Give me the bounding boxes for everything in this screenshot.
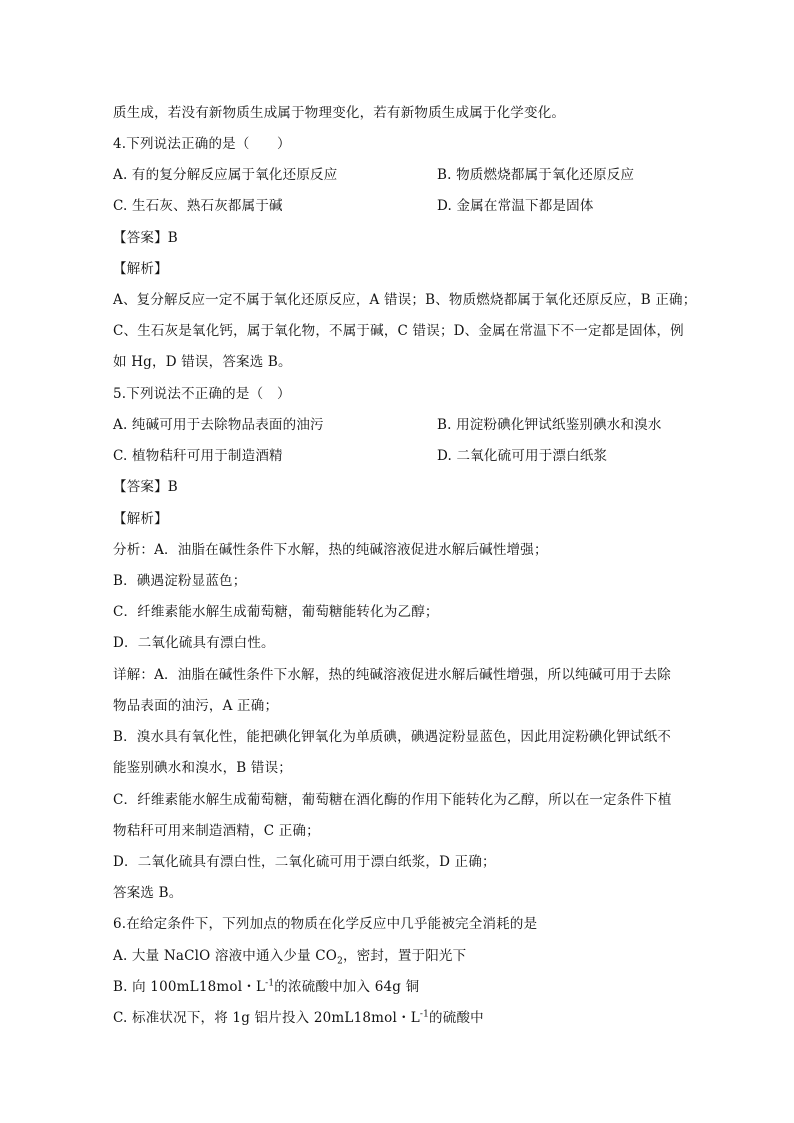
q5-option-d: D. 二氧化硫可用于漂白纸浆 — [437, 448, 608, 464]
q6-option-a — [113, 946, 466, 966]
q6-option-a-tail: ，密封，置于阳光下 — [343, 948, 467, 964]
q6-option-b-superscript: -1 — [265, 978, 275, 989]
q5-analysis-line-2: B．碘遇淀粉显蓝色； — [113, 573, 247, 589]
q6-option-b-tail: 的浓硫酸中加入 64g 铜 — [274, 979, 420, 995]
q5-conclusion: 答案选 B。 — [113, 885, 183, 901]
intro-line: 质生成，若没有新物质生成属于物理变化，若有新物质生成属于化学变化。 — [113, 105, 566, 121]
q4-analysis-line-3: 如 Hg，D 错误，答案选 B。 — [113, 354, 292, 370]
q6-option-b-text: B. 向 100mL18mol・L — [113, 979, 266, 995]
q6-option-a-subscript: 2 — [337, 956, 344, 967]
q5-detail-line-7: D．二氧化硫具有漂白性，二氧化硫可用于漂白纸浆，D 正确； — [113, 854, 496, 870]
q4-option-d: D. 金属在常温下都是固体 — [437, 198, 594, 214]
q4-analysis-line-2: C、生石灰是氧化钙，属于氧化物，不属于碱，C 错误；D、金属在常温下不一定都是固体，例 — [113, 323, 684, 339]
q4-analysis-line-1: A、复分解反应一定不属于氧化还原反应，A 错误；B、物质燃烧都属于氧化还原反应，B 正确； — [113, 292, 697, 308]
q5-detail-line-2: 物品表面的油污，A 正确； — [113, 698, 279, 714]
q5-detail-line-5: C．纤维素能水解生成葡萄糖，葡萄糖在酒化酶的作用下能转化为乙醇，所以在一定条件下植 — [113, 792, 672, 808]
q4-option-b: B. 物质燃烧都属于氧化还原反应 — [437, 167, 635, 183]
q4-option-c: C. 生石灰、熟石灰都属于碱 — [113, 198, 283, 214]
q4-analysis-heading: 【解析】 — [113, 261, 168, 277]
q6-option-b — [113, 977, 419, 997]
q5-detail-line-1: 详解：A．油脂在碱性条件下水解，热的纯碱溶液促进水解后碱性增强，所以纯碱可用于去除 — [113, 667, 671, 683]
q4-answer: 【答案】B — [113, 230, 178, 246]
q5-analysis-line-4: D．二氧化硫具有漂白性。 — [113, 635, 275, 651]
q4-stem: 4.下列说法正确的是（ ） — [113, 136, 291, 152]
q5-option-c: C. 植物秸秆可用于制造酒精 — [113, 448, 283, 464]
q6-option-c — [113, 1008, 484, 1028]
q5-answer: 【答案】B — [113, 479, 178, 495]
q6-option-c-tail: 的硫酸中 — [429, 1010, 484, 1026]
q4-option-a: A. 有的复分解反应属于氧化还原反应 — [113, 167, 338, 183]
q5-detail-line-3: B．溴水具有氧化性，能把碘化钾氧化为单质碘，碘遇淀粉显蓝色，因此用淀粉碘化钾试纸不 — [113, 729, 672, 745]
q6-stem: 6.在给定条件下，下列加点的物质在化学反应中几乎能被完全消耗的是 — [113, 916, 538, 932]
q5-option-b: B. 用淀粉碘化钾试纸鉴别碘水和溴水 — [437, 417, 662, 433]
q5-analysis-heading: 【解析】 — [113, 511, 168, 527]
q5-option-a: A. 纯碱可用于去除物品表面的油污 — [113, 417, 324, 433]
q6-option-a-text: A. 大量 NaClO 溶液中通入少量 CO — [113, 948, 338, 964]
q5-analysis-line-3: C．纤维素能水解生成葡萄糖，葡萄糖能转化为乙醇； — [113, 604, 439, 620]
q5-analysis-line-1: 分析：A．油脂在碱性条件下水解，热的纯碱溶液促进水解后碱性增强； — [113, 542, 548, 558]
q6-option-c-text: C. 标准状况下，将 1g 铝片投入 20mL18mol・L — [113, 1010, 420, 1026]
q5-detail-line-6: 物秸秆可用来制造酒精，C 正确； — [113, 823, 320, 839]
q6-option-c-superscript: -1 — [419, 1009, 430, 1020]
q5-detail-line-4: 能鉴别碘水和溴水，B 错误； — [113, 760, 293, 776]
q5-stem: 5.下列说法不正确的是（ ） — [113, 386, 291, 402]
